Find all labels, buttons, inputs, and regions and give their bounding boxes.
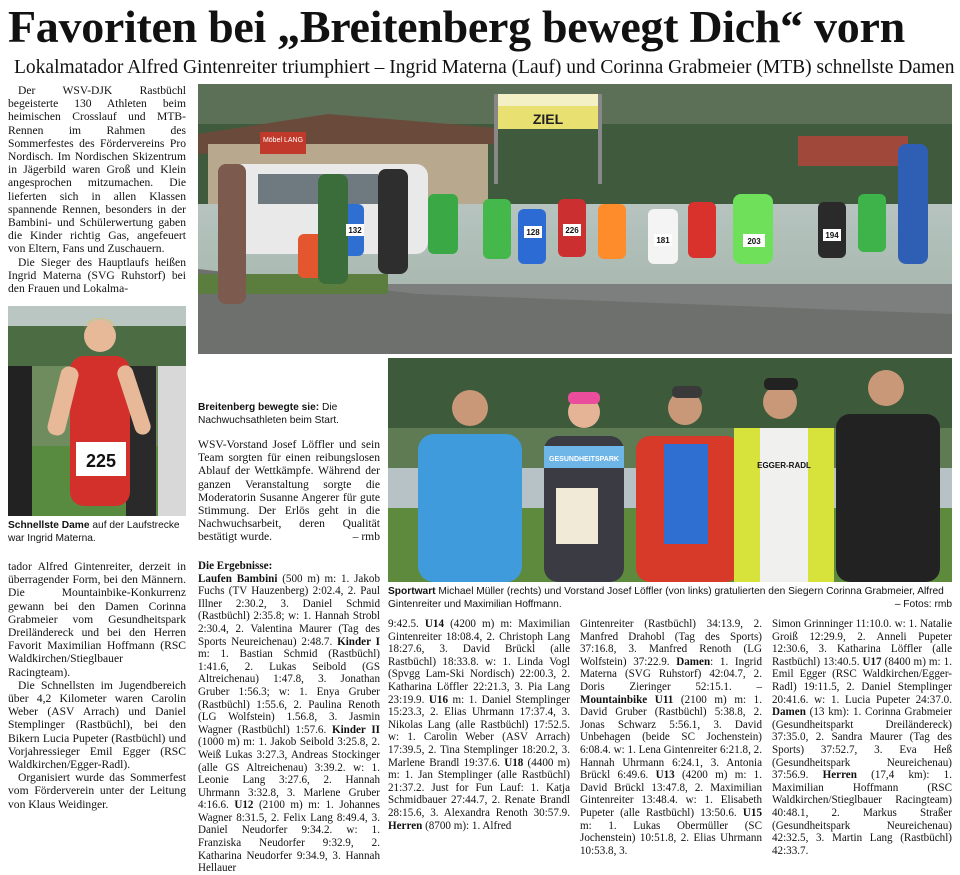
start-photo-image	[198, 84, 952, 354]
results-text-3: Gintenreiter (Rastbüchl) 34:13.9, 2. Manfred Drahobl (Tag des Sports) 37:16.8, 3. Manfred Renoth (LG Wolfstein) 37:22.9. Damen: 1. Ingrid Materna (SVG Ruhstorf) 42:04.7, 2. Doris Zieringer 52:15.1. – Mountainbike U11 (2100 m) m: 1. David Gruber (Rastbüchl) 5:38.8, 2. Jonas Schwarz 5:56.1, 3. David Unbehagen (beide SC Jochenstein) 6:08.4. w: 1. Lena Gintenreiter 6:21.8, 2. Hannah Uhrmann 6:24.1, 3. Antonia Brückl 6:49.6. U13 (4200 m) m: 1. David Brückl 13:47.8, 2. Maximilian Gintenreiter 13:48.4. w: 1. Elisabeth Pupeter (alle Rastbüchl) 13:50.6. U15 m: 1. Lukas Obermüller (SC Jochenstein) 10:51.8, 2. Elias Uhrmann 10:53.8, 3.	[580, 618, 762, 857]
moebel-sign: Möbel LANG	[262, 137, 304, 144]
ziel-banner-text: ZIEL	[532, 111, 564, 127]
bib-132: 132	[348, 226, 362, 235]
results-header: Die Ergebnisse:	[198, 560, 273, 572]
shirt-egger-radl: EGGER-RADL	[757, 461, 811, 470]
column-2-signature: – rmb	[352, 530, 380, 544]
results-text-1: Laufen Bambini (500 m) m: 1. Jakob Fuchs (TV Hauzenberg) 2:02.4, 2. Paul Illner 2:30.2, 3. Daniel Schmid (Rastbüchl) 2:35.8; w: 1. Hannah Strobl 2:30.4, 2. Valentina Maurer (Tag des Sports Neureichenau) 2:48.7. Kinder I m: 1. Bastian Schmid (Rastbüchl) 1:41.6, 2. Lukas Seibold (GS Altreichenau) 1:47.8, 3. Jonathan Gruber 1:56.3; w: 1. Enya Gruber (Rastbüchl) 1:55.6, 2. Paulina Renoth (LG Wolfstein) 1.56.8, 3. Jasmin Wagner (Rastbüchl) 1:57.6. Kinder II (1000 m) m: 1. Jakob Seibold 3:25.8, 2. Weiß Lukas 3:27.3, Andreas Stockinger (alle GS Altreichenau) 3:39.2. w: 1. Leonie Lang 3:27.6, 2. Hannah Uhrmann 3:32.8, 3. Marlene Gruber 4:16.6. U12 (2100 m) m: 1. Johannes Wagner 8:31.5, 2. Felix Lang 8:49.4, 3. Daniel Neudorfer 9:34.2. w: 1. Franziska Neudorfer 9:32.9, 2. Katharina Neudorfer 9:34.9, 3. Hannah Hellauer	[198, 572, 380, 875]
start-caption-text: Die Nachwuchsathleten beim Start.	[198, 402, 339, 426]
results-column-3	[580, 618, 762, 857]
column-1-paragraph-2: Die Schnellsten im Jugendbereich über 4,2 Kilometer waren Carolin Weber (ASV Arrach) und Daniel Stemplinger (Rastbüchl), bei den Bikern Lucia Pupeter (Rastbüchl) und Vorjahressieger Emil Egger (RSC Waldkirchen/Egger-Radl).	[8, 678, 186, 772]
dame-caption-text: auf der Laufstrecke war Ingrid Materna.	[8, 520, 180, 544]
winners-photo-image	[388, 358, 952, 582]
bib-194: 194	[825, 231, 839, 240]
subheadline: Lokalmatador Alfred Gintenreiter triumphiert – Ingrid Materna (Lauf) und Corinna Grabmeier (MTB) schnellste Damen	[14, 57, 955, 78]
results-text-2: 9:42.5. U14 (4200 m) m: Maximilian Gintenreiter 18:08.4, 2. Christoph Lang 18:27.6, 3. David Brückl (alle Rastbüchl) 18:33.8. w: 1. Linda Vogl (Spvgg Lam-Ski Nordisch) 22:00.3, 2. Katharina Löffler 22:21.3, 3. Pia Lang 23:19.9. U16 m: 1. Daniel Stemplinger 15:23.3, 2. Elias Uhrmann 17:37.4, 3. Nikolas Lang (alle Rastbüchl) 17:52.5. w: 1. Carolin Weber (ASV Arrach) 17:39.5, 2. Tina Stemplinger 18:20.2, 3. Marlene Brandl 19:37.6. U18 (4400 m) m: 1. Jan Stemplinger (alle Rastbüchl) 21:37.2. Just for Fun Lauf: 1. Katja Schmidbauer 27:44.7, 2. Renate Brandl 28:15.6, 3. Alexandra Renoth 30:57.9. Herren (8700 m): 1. Alfred	[388, 618, 571, 832]
winners-caption	[388, 586, 952, 614]
results-column-2	[388, 618, 571, 832]
dame-caption-bold: Schnellste Dame	[8, 520, 90, 531]
intro-column	[8, 84, 186, 304]
bib-225: 225	[85, 451, 117, 471]
column-2-text: WSV-Vorstand Josef Löffler und sein Team sorgten für einen reibungslosen Ablauf der Wettkämpfe. Während der ganzen Veranstaltung sorgte die Moderatorin Susanne Angerer für gute Stimmung. Der Erlös geht in die Nachwuchsarbeit, deren Qualität bestätigt wurde.	[198, 438, 380, 544]
start-caption-bold: Breitenberg bewegte sie:	[198, 402, 320, 413]
column-2-paragraph	[198, 438, 380, 544]
winners-caption-bold: Sportwart	[388, 586, 436, 597]
intro-paragraph-2: Die Sieger des Hauptlaufs heißen Ingrid Materna (SVG Ruhstorf) bei den Frauen und Lokalma-	[8, 255, 186, 296]
bib-203: 203	[747, 237, 761, 246]
winners-photo	[388, 358, 952, 582]
shirt-gesundheitspark: GESUNDHEITSPARK	[549, 456, 619, 463]
results-text-4: Simon Grinninger 11:10.0. w: 1. Natalie Groiß 12:29.9, 2. Anneli Pupeter 12:30.6, 3. Katharina Löffler (alle Rastbüchl) 13:40.5. U17 (8400 m) m: 1. Emil Egger (RSC Waldkirchen/Egger-Radl) 19:11.5, 2. Daniel Stemplinger 20:41.6. w: 1. Lucia Pupeter 24:37.0. Damen (13 km): 1. Corinna Grabmeier (Gesundheitsparkt Dreiländereck) 37:35.0, 2. Sandra Maurer (Tag des Sports) 37:52.7, 3. Eva Heß (Gesundheitspark Neureichenau) 37:56.9. Herren (17,4 km): 1. Maximilian Hoffmann (RSC Waldkirchen/Stieglbauer Racingteam) 40:48.1, 2. Markus Straßer (Gesundheitspark Neureichenau) 42:32.5, 3. Martin Lang (Rastbüchl) 42:33.7.	[772, 618, 953, 857]
results-column-4	[772, 618, 953, 857]
column-1-continued	[8, 560, 186, 822]
dame-photo	[8, 306, 186, 516]
bib-181: 181	[656, 236, 670, 245]
bib-226: 226	[565, 226, 579, 235]
bib-128: 128	[526, 228, 540, 237]
column-1-paragraph-3: Organisiert wurde das Sommerfest vom Förderverein unter der Leitung von Klaus Weidinger.	[8, 771, 186, 811]
dame-caption	[8, 520, 186, 548]
photo-credit: – Fotos: rmb	[894, 598, 952, 610]
column-1-paragraph-1: tador Alfred Gintenreiter, derzeit in überragender Form, bei den Männern. Die Mountainbike-Konkurrenz gewann bei den Damen Corinna Grabmeier vom Gesundheitspark Dreiländereck und bei den Herren Favorit Maximilian Hoffmann (RSC Waldkirchen/Stieglbauer Racingteam).	[8, 560, 186, 679]
intro-paragraph: Der WSV-DJK Rastbüchl begeisterte 130 Athleten beim heimischen Crosslauf und MTB-Rennen im Rahmen des Sommerfestes des Fördervereins Pro Nordisch. Im Nordischen Skizentrum in Jägerbild waren Groß und Klein angesprochen mitzumachen. Die lieferten sich in allen Klassen spannende Rennen, besonders in der Bambini- und Schülerwertung gaben die Kinder richtig Gas, angefeuert von Eltern, Fans und Zuschauern.	[8, 84, 186, 256]
dame-photo-image	[8, 306, 186, 516]
results-column-1	[198, 560, 380, 875]
winners-caption-text: Michael Müller (rechts) und Vorstand Josef Löffler (von links) gratulierten den Siegern Corinna Grabmeier, Alfred Gintenreiter und Maximilian Hoffmann.	[388, 586, 944, 610]
column-2	[198, 438, 380, 558]
headline: Favoriten bei „Breitenberg bewegt Dich“ vorn	[8, 1, 905, 52]
start-caption	[198, 402, 380, 430]
start-photo	[198, 84, 952, 354]
